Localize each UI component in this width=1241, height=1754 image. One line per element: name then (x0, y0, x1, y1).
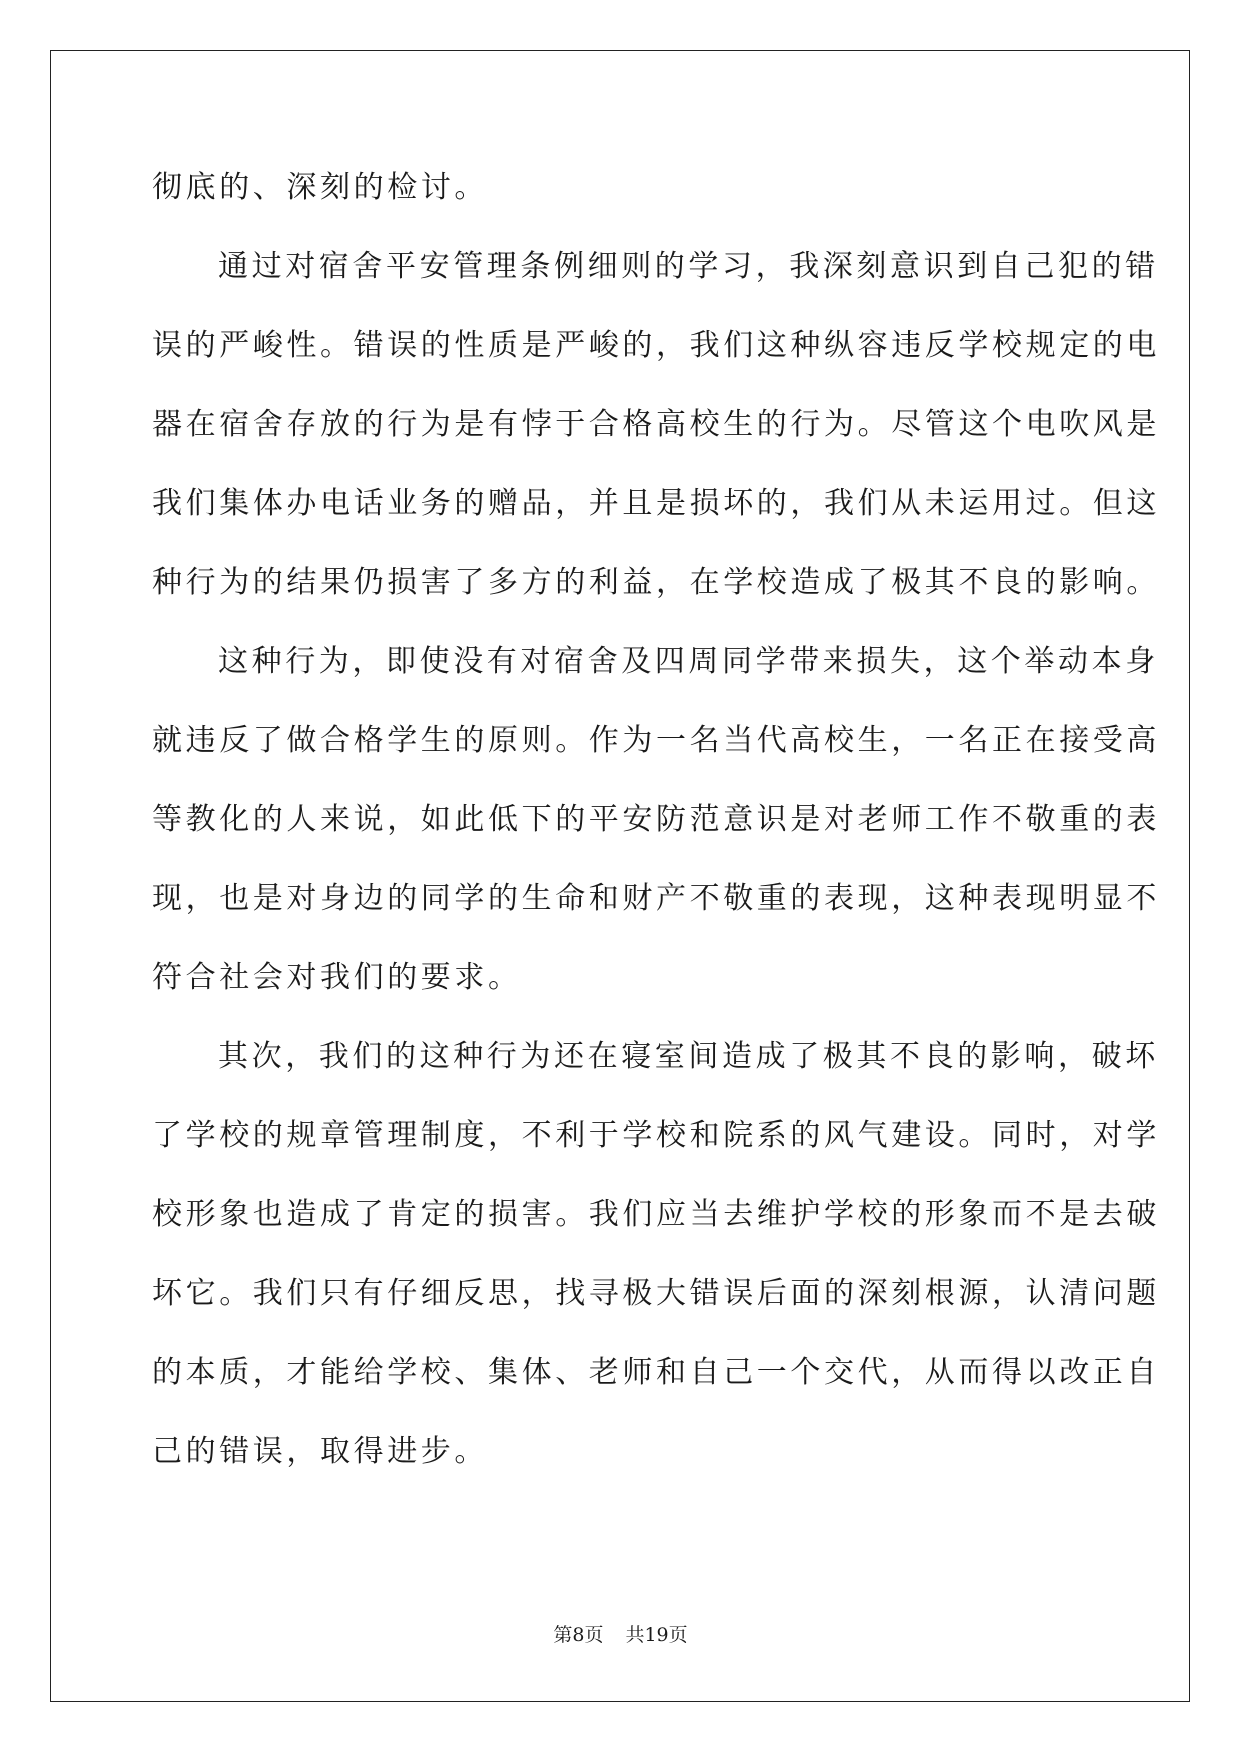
text-line: 坏它。我们只有仔细反思，找寻极大错误后面的深刻根源，认清问题 (152, 1276, 1160, 1311)
text-line: 就违反了做合格学生的原则。作为一名当代高校生，一名正在接受高 (152, 723, 1160, 758)
text-line: 通过对宿舍平安管理条例细则的学习，我深刻意识到自己犯的错 (218, 249, 1159, 284)
page-total: 共19页 (625, 1624, 688, 1646)
text-line: 现，也是对身边的同学的生命和财产不敬重的表现，这种表现明显不 (152, 881, 1160, 916)
text-line: 了学校的规章管理制度，不利于学校和院系的风气建设。同时，对学 (152, 1118, 1160, 1153)
text-line: 误的严峻性。错误的性质是严峻的，我们这种纵容违反学校规定的电 (152, 328, 1160, 363)
text-line: 器在宿舍存放的行为是有悖于合格高校生的行为。尽管这个电吹风是 (152, 407, 1160, 442)
text-line: 符合社会对我们的要求。 (152, 960, 522, 995)
text-line: 己的错误，取得进步。 (152, 1434, 488, 1469)
text-line: 我们集体办电话业务的赠品，并且是损坏的，我们从未运用过。但这 (152, 486, 1160, 521)
text-line: 种行为的结果仍损害了多方的利益，在学校造成了极其不良的影响。 (152, 565, 1160, 600)
page-number: 第8页 (553, 1624, 604, 1646)
page-footer (0, 1620, 1241, 1647)
text-line: 其次，我们的这种行为还在寝室间造成了极其不良的影响，破坏 (218, 1039, 1159, 1074)
text-line: 的本质，才能给学校、集体、老师和自己一个交代，从而得以改正自 (152, 1355, 1160, 1390)
text-line: 等教化的人来说，如此低下的平安防范意识是对老师工作不敬重的表 (152, 802, 1160, 837)
text-line: 校形象也造成了肯定的损害。我们应当去维护学校的形象而不是去破 (152, 1197, 1160, 1232)
text-line: 彻底的、深刻的检讨。 (152, 170, 488, 205)
text-line: 这种行为，即使没有对宿舍及四周同学带来损失，这个举动本身 (218, 644, 1159, 679)
document-body (152, 148, 1160, 1491)
